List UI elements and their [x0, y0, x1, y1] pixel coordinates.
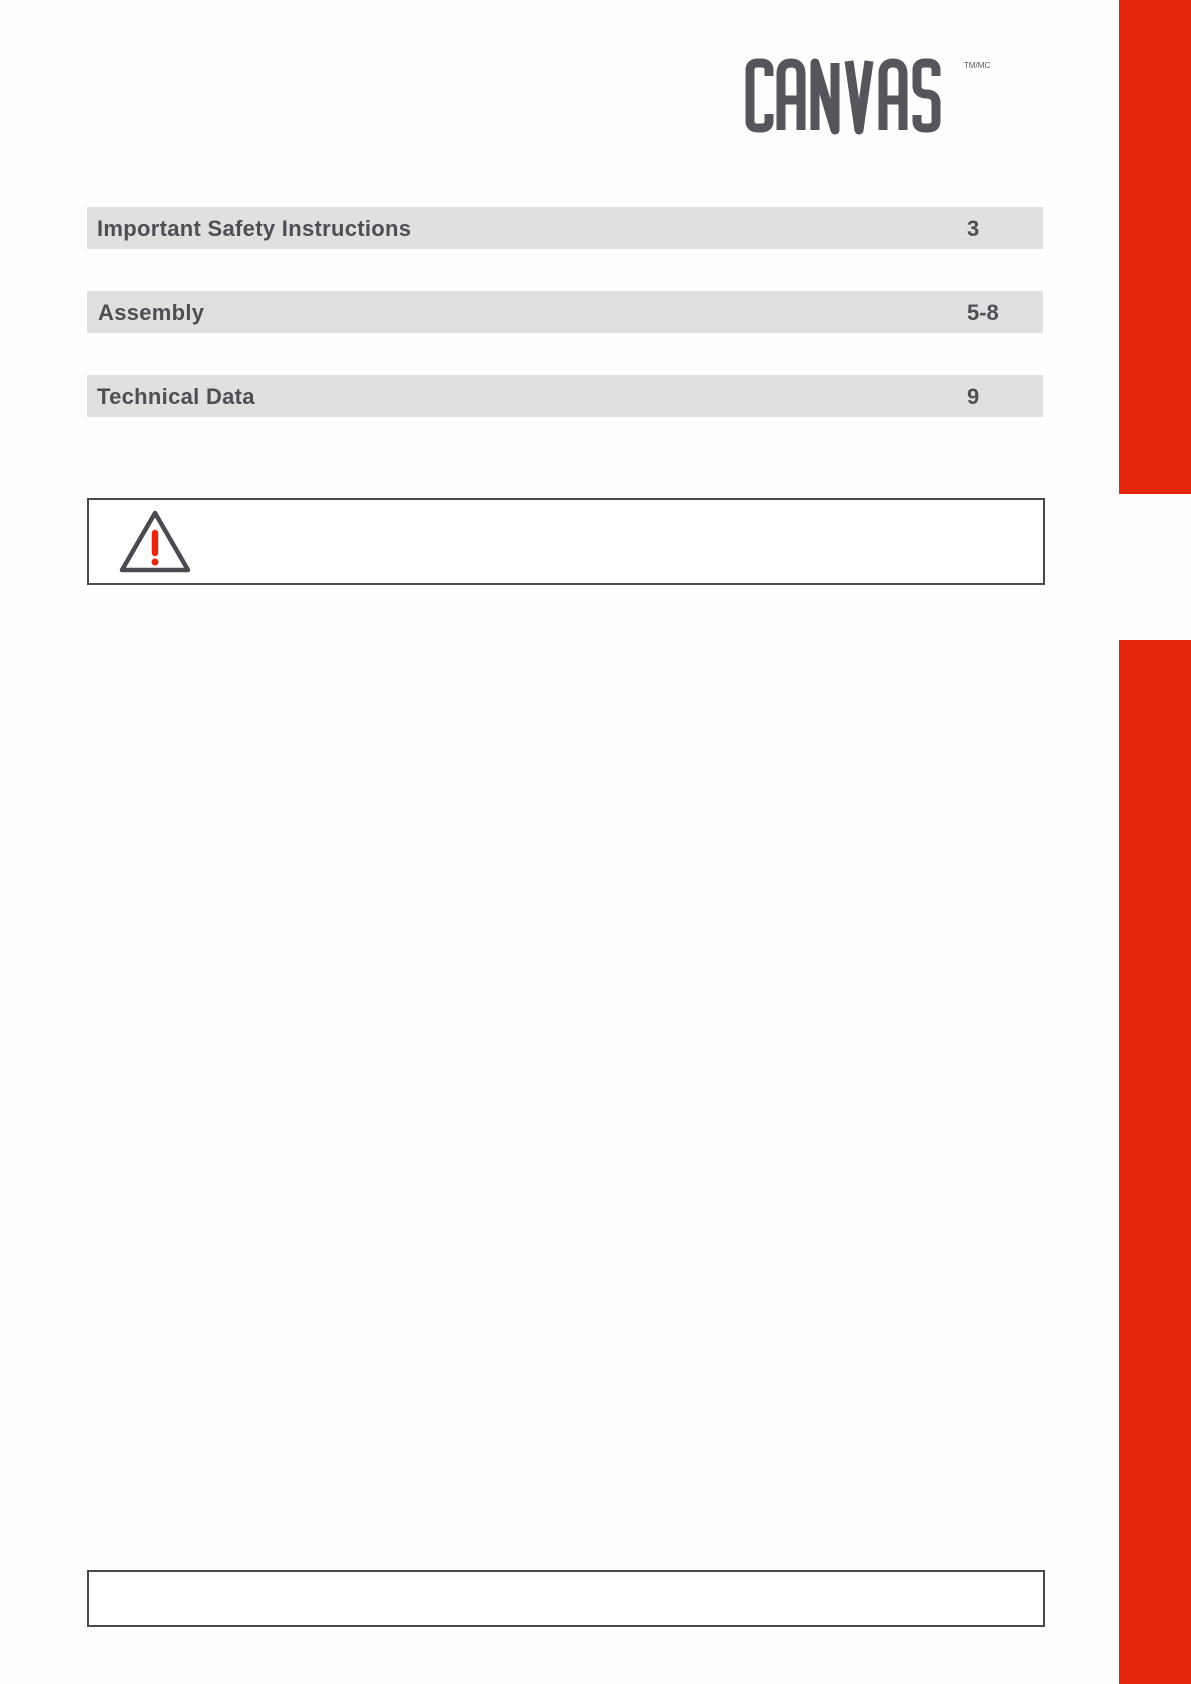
toc-title: Technical Data [97, 384, 255, 409]
footer-box [87, 1570, 1045, 1627]
toc-row-safety[interactable] [87, 207, 1043, 249]
toc-row-assembly[interactable] [87, 291, 1043, 333]
side-tab-bottom [1119, 640, 1191, 1684]
toc-title: Important Safety Instructions [97, 216, 412, 241]
toc-title: Assembly [98, 300, 205, 325]
canvas-logo [745, 58, 995, 138]
toc-row-technical-data[interactable] [87, 375, 1043, 417]
warning-box [87, 498, 1045, 585]
svg-text:TM/MC: TM/MC [964, 61, 991, 70]
toc-page-number: 5-8 [967, 300, 999, 325]
side-tab-top [1119, 0, 1191, 494]
toc-page-number: 9 [967, 384, 980, 409]
warning-triangle-icon [119, 509, 191, 575]
toc-page-number: 3 [967, 216, 980, 241]
